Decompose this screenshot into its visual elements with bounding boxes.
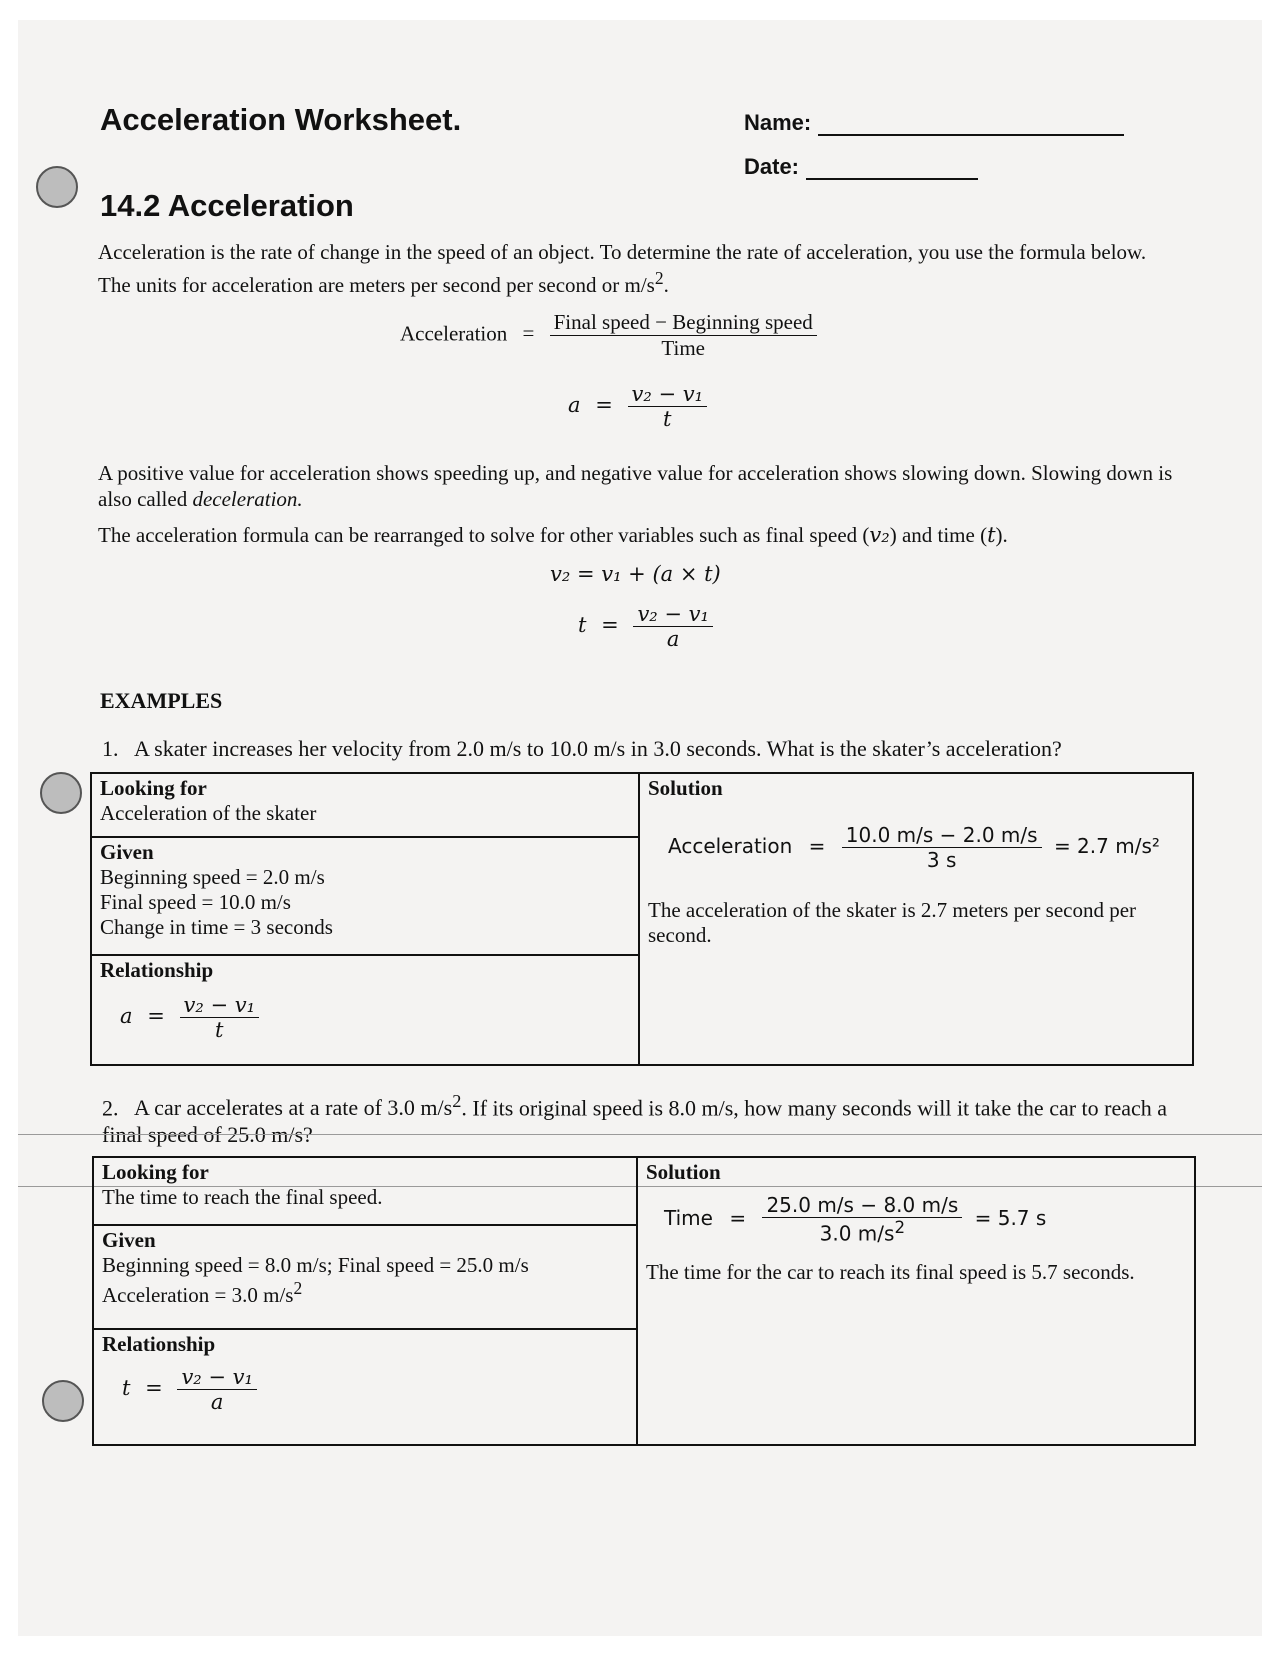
punch-hole-top [36, 166, 78, 208]
ex2-rel-denominator: a [210, 1390, 224, 1414]
intro-superscript: 2 [654, 268, 664, 288]
sign-paragraph [98, 460, 1178, 512]
ex1-given-2: Final speed = 10.0 m/s [100, 890, 291, 914]
time-lhs: t [578, 613, 587, 637]
symbol-numerator: v₂ − v₁ [628, 382, 708, 407]
ex2-given-label: Given [102, 1228, 156, 1252]
punch-hole-middle [40, 772, 82, 814]
ex2-rel-lhs: t [122, 1376, 131, 1400]
ex1-solution-text: The acceleration of the skater is 2.7 meters per second per second. [648, 898, 1137, 947]
example-2-text-2: . If its original speed is 8.0 m/s, how many seconds will it take the car to reach a final speed of 25.0 m/s? [102, 1095, 1168, 1148]
scan-line-1 [18, 1134, 1262, 1135]
rearrange-paragraph [98, 522, 1178, 548]
rearrange-text-2: ) and time ( [889, 523, 988, 547]
name-field[interactable] [818, 134, 1124, 136]
ex1-given-label: Given [100, 840, 154, 864]
ex2-solution-label: Solution [646, 1160, 721, 1184]
ex2-rel-numerator: v₂ − v₁ [177, 1365, 257, 1390]
ex1-rel-numerator: v₂ − v₁ [180, 993, 260, 1018]
symbol-formula: a = $\frac{\text{v₂ − v₁}}{t}$ [568, 382, 707, 431]
ex1-rel-lhs: a [120, 1004, 133, 1028]
date-field[interactable] [806, 178, 978, 180]
ex1-solution-label: Solution [648, 776, 723, 800]
ex1-solution-cell [639, 773, 1193, 1065]
ex2-sol-den-sup: 2 [894, 1218, 906, 1237]
symbol-lhs: a [568, 393, 581, 417]
example-2-question [102, 1088, 1192, 1148]
ex1-sol-lhs: Acceleration [668, 834, 793, 858]
ex2-given-2-sup: 2 [293, 1278, 303, 1298]
v2-symbol: v₂ [869, 523, 890, 547]
rearrange-text: The acceleration formula can be rearranged to solve for other variables such as final speed ( [98, 523, 870, 547]
ex1-relationship-cell [91, 955, 639, 1065]
intro-text: Acceleration is the rate of change in the speed of an object. To determine the rate of acceleration, you use the formula below. The units for acceleration are meters per second per second or m/s [98, 240, 1147, 297]
ex2-solution-text: The time for the car to reach its final speed is 5.7 seconds. [646, 1259, 1135, 1284]
time-numerator: v₂ − v₁ [633, 602, 713, 627]
ex2-looking-for-label: Looking for [102, 1160, 209, 1184]
ex2-given-1: Beginning speed = 8.0 m/s; Final speed = 25.0 m/s [102, 1253, 529, 1277]
ex2-given-cell [93, 1225, 637, 1329]
deceleration-term: deceleration. [192, 487, 303, 511]
date-label: Date: [744, 154, 800, 179]
punch-hole-bottom [42, 1380, 84, 1422]
example-2-number: 2. [102, 1095, 119, 1121]
ex2-relationship-label: Relationship [102, 1332, 216, 1356]
ex2-solution-cell [637, 1157, 1195, 1445]
formula-numerator: Final speed − Beginning speed [550, 310, 817, 336]
example-2-text: A car accelerates at a rate of 3.0 m/s [134, 1095, 453, 1121]
final-speed-formula: v₂ = v₁ + (a × t) [550, 562, 721, 586]
ex2-sol-numerator: 25.0 m/s − 8.0 m/s [762, 1193, 962, 1218]
ex2-sol-result: = 5.7 s [974, 1205, 1047, 1230]
ex2-relationship-formula: t = $\frac{\text{v₂ − v₁}}{a}$ [122, 1365, 628, 1414]
time-denominator: a [666, 627, 680, 651]
ex1-looking-for-cell [91, 773, 639, 837]
ex1-given-3: Change in time = 3 seconds [100, 915, 333, 939]
t-symbol: t [987, 523, 996, 547]
ex1-relationship-formula: a = $\frac{\text{v₂ − v₁}}{t}$ [120, 993, 630, 1042]
ex2-sol-denominator [816, 1218, 909, 1246]
ex2-looking-for-value: The time to reach the final speed. [102, 1185, 383, 1209]
ex2-solution-equation: Time = $\frac{25.0 m/s - 8.0 m/s}{3.0 m/s^2}$ = 5.7 s [664, 1193, 1047, 1246]
ex2-sol-lhs: Time [664, 1205, 713, 1230]
ex2-sol-den-text: 3.0 m/s [819, 1221, 895, 1246]
example-2-superscript: 2 [452, 1091, 462, 1111]
example-1-table [90, 772, 1194, 1066]
name-label: Name: [744, 110, 812, 135]
ex2-given-2 [102, 1278, 628, 1308]
ex1-sol-numerator: 10.0 m/s − 2.0 m/s [842, 823, 1042, 848]
ex1-looking-for-value: Acceleration of the skater [100, 801, 317, 825]
ex2-relationship-cell [93, 1329, 637, 1445]
intro-paragraph [98, 239, 1158, 298]
intro-period: . [663, 273, 669, 297]
formula-denominator: Time [661, 336, 705, 360]
symbol-denominator: t [663, 407, 672, 431]
example-1-question [102, 736, 1222, 762]
section-title: 14.2 Acceleration [100, 188, 354, 223]
example-1-number: 1. [102, 736, 119, 761]
example-1-text: A skater increases her velocity from 2.0 m/s to 10.0 m/s in 3.0 seconds. What is the skater’s acceleration? [134, 736, 1062, 761]
ex1-sol-result: = 2.7 m/s² [1053, 834, 1160, 858]
examples-heading: EXAMPLES [100, 688, 223, 713]
ex1-relationship-label: Relationship [100, 958, 214, 982]
formula-lhs: Acceleration [400, 321, 508, 346]
example-2-table [92, 1156, 1196, 1446]
ex2-looking-for-cell [93, 1157, 637, 1225]
rearrange-text-3: ). [995, 523, 1008, 547]
ex2-given-2-text: Acceleration = 3.0 m/s [102, 1283, 294, 1307]
ex1-rel-denominator: t [215, 1018, 224, 1042]
sign-text: A positive value for acceleration shows speeding up, and negative value for acceleration shows slowing down. Slowing down is also called [98, 461, 1173, 511]
word-formula: Acceleration = $\frac{\text{Final speed − Beginning speed}}{\text{Time}}$ [400, 310, 817, 361]
ex1-sol-denominator: 3 s [926, 848, 957, 872]
time-formula: t = $\frac{\text{v₂ − v₁}}{a}$ [578, 602, 713, 651]
ex1-solution-equation: Acceleration = $\frac{10.0 m/s - 2.0 m/s}{3 s}$ = 2.7 m/s² [668, 823, 1160, 872]
ex1-looking-for-label: Looking for [100, 776, 207, 800]
worksheet-title: Acceleration Worksheet. [100, 102, 462, 137]
ex1-given-1: Beginning speed = 2.0 m/s [100, 865, 325, 889]
ex1-given-cell [91, 837, 639, 955]
worksheet-page [18, 20, 1262, 1636]
